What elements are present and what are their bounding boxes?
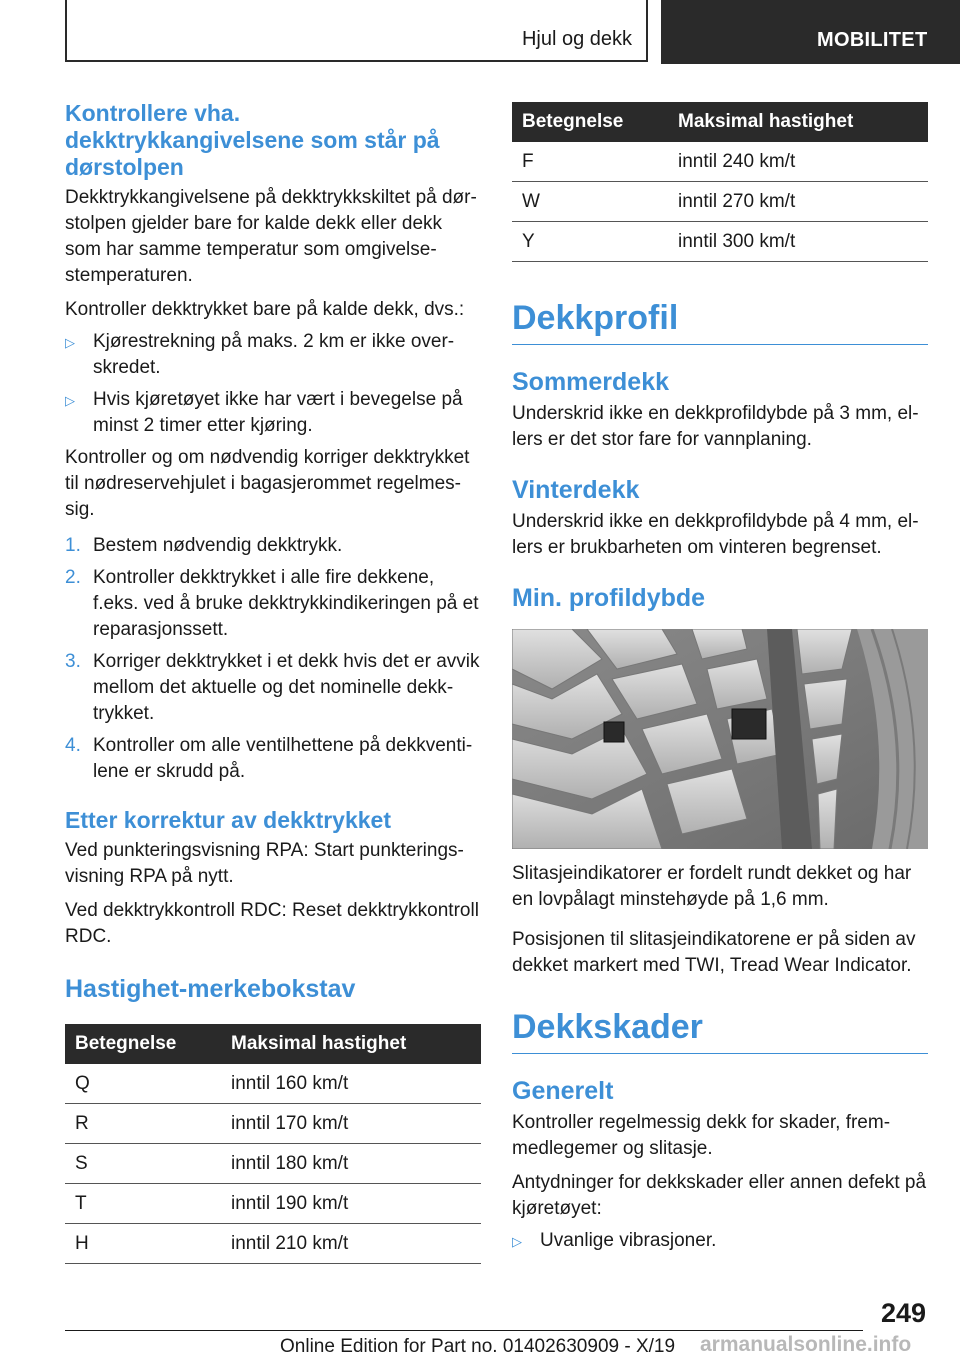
- step-text: Kontroller om alle ventilhettene på dekkventilene er skrudd på.: [93, 735, 473, 782]
- heading-general: Generelt: [512, 1077, 614, 1105]
- speed-table-left: [65, 1024, 481, 1264]
- step-item: [65, 533, 481, 559]
- list-item-text: Hvis kjøretøyet ikke har vært i bevegelse på minst 2 timer etter kjøring.: [93, 389, 463, 436]
- table-row: [65, 1064, 481, 1104]
- heading-tyre-damage: Dekkskader: [512, 1007, 928, 1054]
- table-header-row: [65, 1024, 481, 1064]
- paragraph: Underskrid ikke en dekkprofildybde på 4 mm, ellers er brukbarheten om vinteren begrenset.: [512, 511, 919, 558]
- table-cell: inntil 270 km/t: [668, 182, 928, 222]
- paragraph: Antydninger for dekkskader eller annen defekt på kjøretøyet:: [512, 1172, 927, 1219]
- step-number: 4.: [65, 735, 81, 756]
- table-cell: Q: [65, 1064, 221, 1104]
- step-item: [65, 733, 481, 785]
- paragraph: Dekktrykkangivelsene på dekktrykkskiltet på dørstolpen gjelder bare for kalde dekk eller dekk som har samme temperatur som omgivelsestemperaturen.: [65, 187, 477, 286]
- chapter-title: MOBILITET: [817, 29, 928, 51]
- speed-table-right: [512, 102, 928, 262]
- list-item-text: Uvanlige vibrasjoner.: [540, 1230, 717, 1251]
- table-cell: S: [65, 1144, 221, 1184]
- list-item: [65, 387, 481, 439]
- heading-after-correction: Etter korrektur av dekktrykket: [65, 807, 391, 833]
- table-cell: inntil 300 km/t: [668, 222, 928, 262]
- step-text: Kontroller dekktrykket i alle fire dekkene, f.eks. ved å bruke dekktrykkindikeringen på et reparasjonssett.: [93, 567, 479, 640]
- table-cell: F: [512, 142, 668, 182]
- table-cell: inntil 180 km/t: [221, 1144, 481, 1184]
- step-text: Korriger dekktrykket i et dekk hvis det er avvik mellom det aktuelle og det nominelle dekktrykket.: [93, 651, 480, 724]
- heading-speed-rating: Hastighet-merkebokstav: [65, 975, 356, 1003]
- heading-min-tread-depth: Min. profildybde: [512, 584, 706, 612]
- table-cell: T: [65, 1184, 221, 1224]
- list-item-text: Kjørestrekning på maks. 2 km er ikke overskredet.: [93, 331, 455, 378]
- column-header: Betegnelse: [512, 102, 668, 142]
- tread-wear-indicator-image: [512, 629, 928, 849]
- right-column: [512, 102, 928, 1255]
- paragraph: Kontroller og om nødvendig korriger dekktrykket til nødreservehjulet i bagasjerommet regelmessig.: [65, 447, 470, 520]
- section-title: Hjul og dekk: [521, 28, 632, 50]
- table-row: [512, 222, 928, 262]
- table-cell: R: [65, 1104, 221, 1144]
- triangle-bullet-icon: ▷: [512, 1234, 522, 1249]
- step-text: Bestem nødvendig dekktrykk.: [93, 535, 343, 556]
- table-cell: inntil 170 km/t: [221, 1104, 481, 1144]
- table-cell: inntil 160 km/t: [221, 1064, 481, 1104]
- chapter-tab: [661, 0, 960, 64]
- paragraph: Ved punkteringsvisning RPA: Start punkteringsvisning RPA på nytt.: [65, 840, 464, 887]
- column-header: Maksimal hastighet: [221, 1024, 481, 1064]
- paragraph: Underskrid ikke en dekkprofildybde på 3 mm, ellers er det stor fare for vannplaning.: [512, 403, 919, 450]
- header-frame: [65, 0, 648, 62]
- table-cell: inntil 210 km/t: [221, 1224, 481, 1264]
- table-row: [65, 1184, 481, 1224]
- table-cell: inntil 240 km/t: [668, 142, 928, 182]
- table-cell: W: [512, 182, 668, 222]
- table-row: [65, 1224, 481, 1264]
- step-number: 1.: [65, 535, 81, 556]
- list-item: [512, 1228, 928, 1255]
- heading-check-doorpost: Kontrollere vha. dekktrykkangivelsene som står på dørstolpen: [65, 100, 440, 180]
- step-item: [65, 649, 481, 727]
- paragraph: Slitasjeindikatorer er fordelt rundt dekket og har en lovpålagt minstehøyde på 1,6 mm.: [512, 863, 912, 910]
- table-cell: Y: [512, 222, 668, 262]
- table-row: [65, 1104, 481, 1144]
- paragraph: Kontroller dekktrykket bare på kalde dekk, dvs.:: [65, 299, 465, 320]
- table-row: [65, 1144, 481, 1184]
- page-number: 249: [880, 1298, 926, 1328]
- step-number: 2.: [65, 567, 81, 588]
- step-number: 3.: [65, 651, 81, 672]
- heading-winter-tyres: Vinterdekk: [512, 476, 640, 504]
- table-row: [512, 182, 928, 222]
- paragraph: Kontroller regelmessig dekk for skader, fremmedlegemer og slitasje.: [512, 1112, 891, 1159]
- column-header: Betegnelse: [65, 1024, 221, 1064]
- table-row: [512, 142, 928, 182]
- step-item: [65, 565, 481, 643]
- table-header-row: [512, 102, 928, 142]
- triangle-bullet-icon: ▷: [65, 393, 75, 408]
- watermark-text: armanualsonline.info: [700, 1333, 912, 1356]
- list-item: [65, 329, 481, 381]
- edition-text: Online Edition for Part no. 01402630909 - X/19: [280, 1336, 676, 1357]
- triangle-bullet-icon: ▷: [65, 335, 75, 350]
- heading-tread-profile: Dekkprofil: [512, 298, 928, 345]
- table-cell: H: [65, 1224, 221, 1264]
- column-header: Maksimal hastighet: [668, 102, 928, 142]
- footer-divider: [65, 1330, 863, 1331]
- paragraph: Posisjonen til slitasjeindikatorene er på siden av dekket markert med TWI, Tread Wear Indicator.: [512, 929, 916, 976]
- page-header: [0, 0, 960, 64]
- paragraph: Ved dekktrykkontroll RDC: Reset dekktrykkontroll RDC.: [65, 900, 479, 947]
- heading-summer-tyres: Sommerdekk: [512, 368, 670, 396]
- left-column: [65, 100, 481, 1264]
- table-cell: inntil 190 km/t: [221, 1184, 481, 1224]
